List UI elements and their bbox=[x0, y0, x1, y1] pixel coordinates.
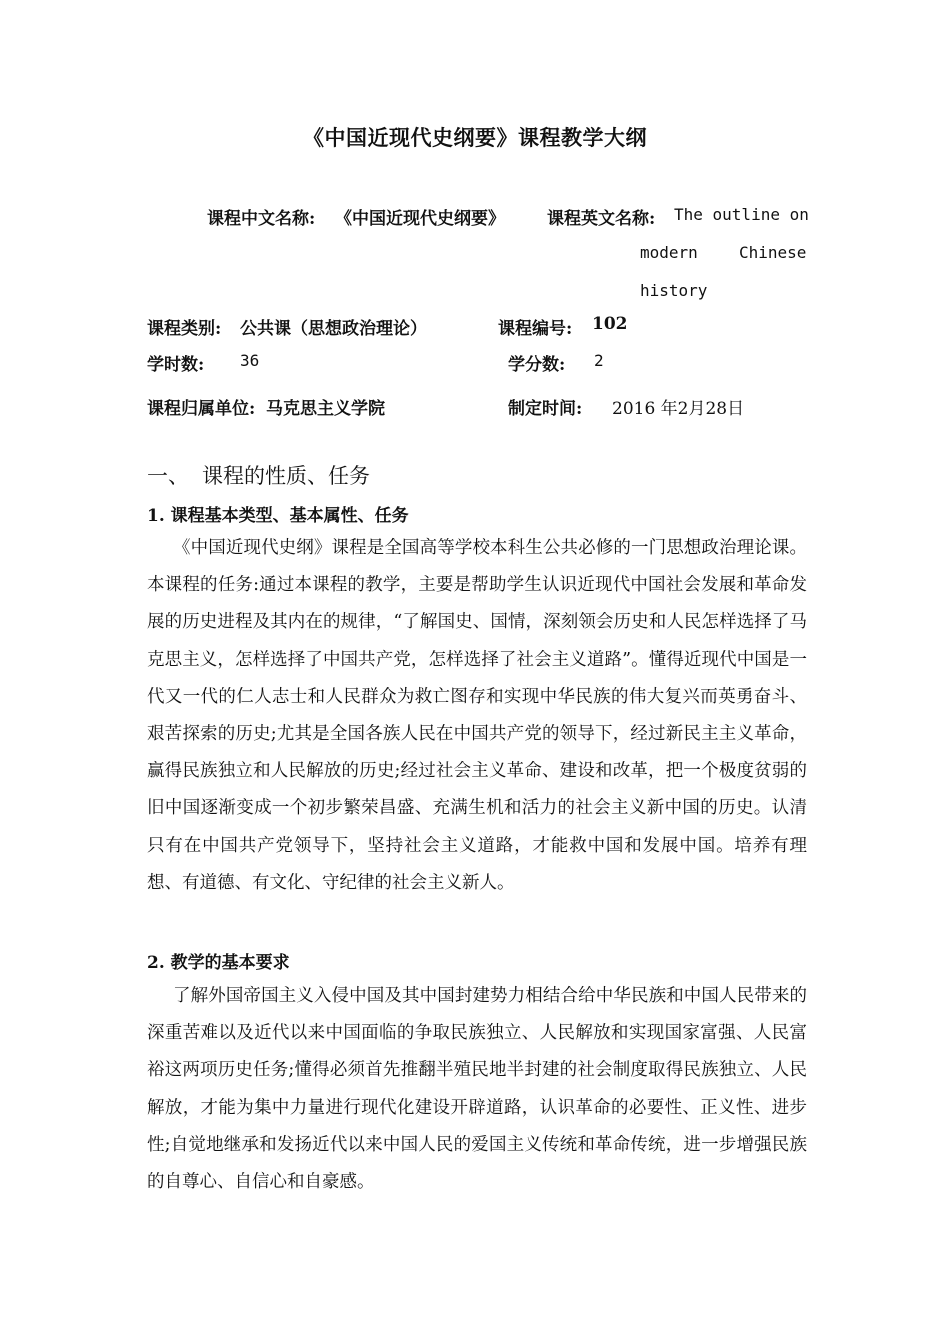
document-title: 《中国近现代史纲要》课程教学大纲 bbox=[303, 125, 647, 150]
paragraph-1: 《中国近现代史纲》课程是全国高等学校本科生公共必修的一门思想政治理论课。本课程的任务:通过本课程的教学，主要是帮助学生认识近现代中国社会发展和革命发展的历史进程及其内在的规律，“了解国史、国情，深刻领会历史和人民怎样选择了马克思主义，怎样选择了中国共产党，怎样选择了社会主义道路”。懂得近现代中国是一代又一代的仁人志士和人民群众为救亡图存和实现中华民族的伟大复兴而英勇奋斗、艰苦探索的历史;尤其是全国各族人民在中国共产党的领导下，经过新民主主义革命，赢得民族独立和人民解放的历史;经过社会主义革命、建设和改革，把一个极度贫弱的旧中国逐渐变成一个初步繁荣昌盛、充满生机和活力的社会主义新中国的历史。认清只有在中国共产党领导下，坚持社会主义道路，才能救中国和发展中国。培养有理想、有道德、有文化、守纪律的社会主义新人。 bbox=[147, 538, 807, 893]
hours-label: 学时数: bbox=[147, 355, 205, 375]
hours-value: 36 bbox=[240, 351, 260, 370]
en-name-line2a: modern bbox=[640, 243, 698, 262]
subsection-heading-2: 2. 教学的基本要求 bbox=[147, 953, 290, 973]
unit-label: 课程归属单位: bbox=[147, 399, 256, 419]
subsection-heading-1: 1. 课程基本类型、基本属性、任务 bbox=[147, 506, 409, 526]
credits-value: 2 bbox=[594, 351, 604, 370]
en-name-label: 课程英文名称: bbox=[547, 209, 656, 229]
code-value: 102 bbox=[592, 314, 628, 334]
paragraph-2: 了解外国帝国主义入侵中国及其中国封建势力相结合给中华民族和中国人民带来的深重苦难以及近代以来中国面临的争取民族独立、人民解放和实现国家富强、人民富裕这两项历史任务;懂得必须首先推翻半殖民地半封建的社会制度取得民族独立、人民解放，才能为集中力量进行现代化建设开辟道路，认识革命的必要性、正义性、进步性;自觉地继承和发扬近代以来中国人民的爱国主义传统和革命传统，进一步增强民族的自尊心、自信心和自豪感。 bbox=[147, 986, 807, 1193]
credits-label: 学分数: bbox=[508, 355, 566, 375]
date-label: 制定时间: bbox=[508, 399, 583, 419]
en-name-line2b: Chinese bbox=[739, 243, 807, 262]
unit-value: 马克思主义学院 bbox=[266, 399, 385, 419]
section-heading-number: 一、 bbox=[147, 464, 189, 488]
category-value: 公共课（思想政治理论） bbox=[240, 319, 427, 339]
en-name-line1: The outline on bbox=[674, 205, 809, 224]
date-value: 2016 年2月28日 bbox=[612, 399, 745, 419]
cn-name-value: 《中国近现代史纲要》 bbox=[335, 209, 505, 229]
en-name-line3: history bbox=[640, 281, 708, 300]
code-label: 课程编号: bbox=[498, 319, 573, 339]
section-heading: 课程的性质、任务 bbox=[202, 464, 370, 488]
cn-name-label: 课程中文名称: bbox=[207, 209, 316, 229]
category-label: 课程类别: bbox=[147, 319, 222, 339]
